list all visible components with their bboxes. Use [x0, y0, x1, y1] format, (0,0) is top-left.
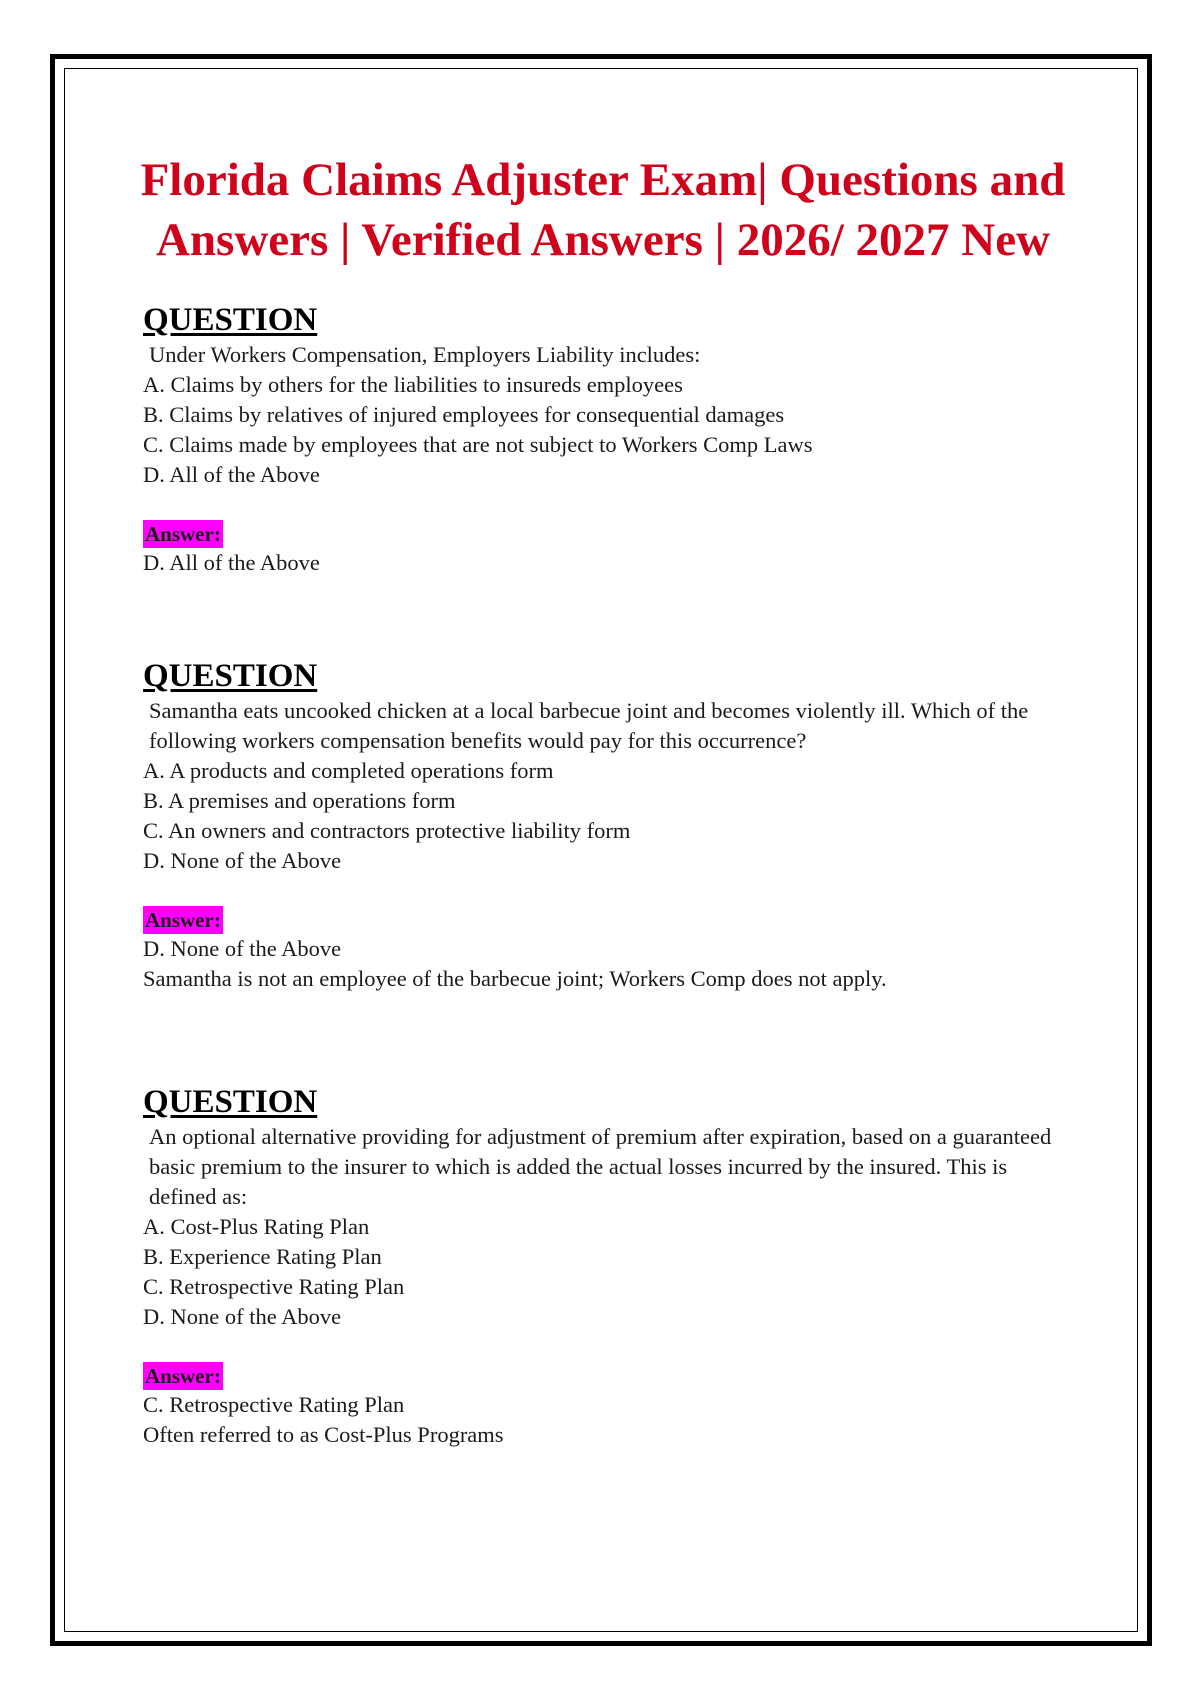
option-d: D. None of the Above: [143, 1304, 342, 1329]
answer-explanation: Often referred to as Cost-Plus Programs: [143, 1422, 504, 1447]
question-heading: QUESTION: [143, 658, 318, 694]
option-a: A. Cost-Plus Rating Plan: [143, 1214, 370, 1239]
question-text: An optional alternative providing for adjustment of premium after expiration, based on a guaranteed basic premium to the insurer to which is added the actual losses incurred by the insured. This is defined as:: [149, 1124, 1052, 1209]
question-block-1: [143, 300, 1063, 578]
option-b: B. Claims by relatives of injured employees for consequential damages: [143, 402, 785, 427]
option-a: A. Claims by others for the liabilities to insureds employees: [143, 372, 683, 397]
option-d: D. All of the Above: [143, 462, 320, 487]
document-title: Florida Claims Adjuster Exam| Questions and Answers | Verified Answers | 2026/ 2027 New: [140, 154, 1066, 266]
question-block-3: [143, 1082, 1063, 1450]
option-a: A. A products and completed operations form: [143, 758, 554, 783]
document-content: [140, 150, 1066, 1450]
answer-text: D. All of the Above: [143, 550, 320, 575]
option-d: D. None of the Above: [143, 848, 342, 873]
answer-text: D. None of the Above: [143, 936, 342, 961]
question-block-2: [143, 656, 1063, 994]
answer-label: Answer:: [145, 1364, 221, 1388]
option-c: C. Claims made by employees that are not subject to Workers Comp Laws: [143, 432, 813, 457]
option-c: C. An owners and contractors protective liability form: [143, 818, 631, 843]
question-heading: QUESTION: [143, 1084, 318, 1120]
option-c: C. Retrospective Rating Plan: [143, 1274, 405, 1299]
question-text: Under Workers Compensation, Employers Liability includes:: [149, 342, 701, 367]
answer-label: Answer:: [145, 908, 221, 932]
option-b: B. Experience Rating Plan: [143, 1244, 382, 1269]
answer-text: C. Retrospective Rating Plan: [143, 1392, 405, 1417]
answer-label: Answer:: [145, 522, 221, 546]
question-text: Samantha eats uncooked chicken at a local barbecue joint and becomes violently ill. Which of the following workers compensation benefits would pay for this occurrence?: [149, 698, 1029, 753]
question-heading: QUESTION: [143, 302, 318, 338]
option-b: B. A premises and operations form: [143, 788, 456, 813]
answer-explanation: Samantha is not an employee of the barbecue joint; Workers Comp does not apply.: [143, 966, 887, 991]
